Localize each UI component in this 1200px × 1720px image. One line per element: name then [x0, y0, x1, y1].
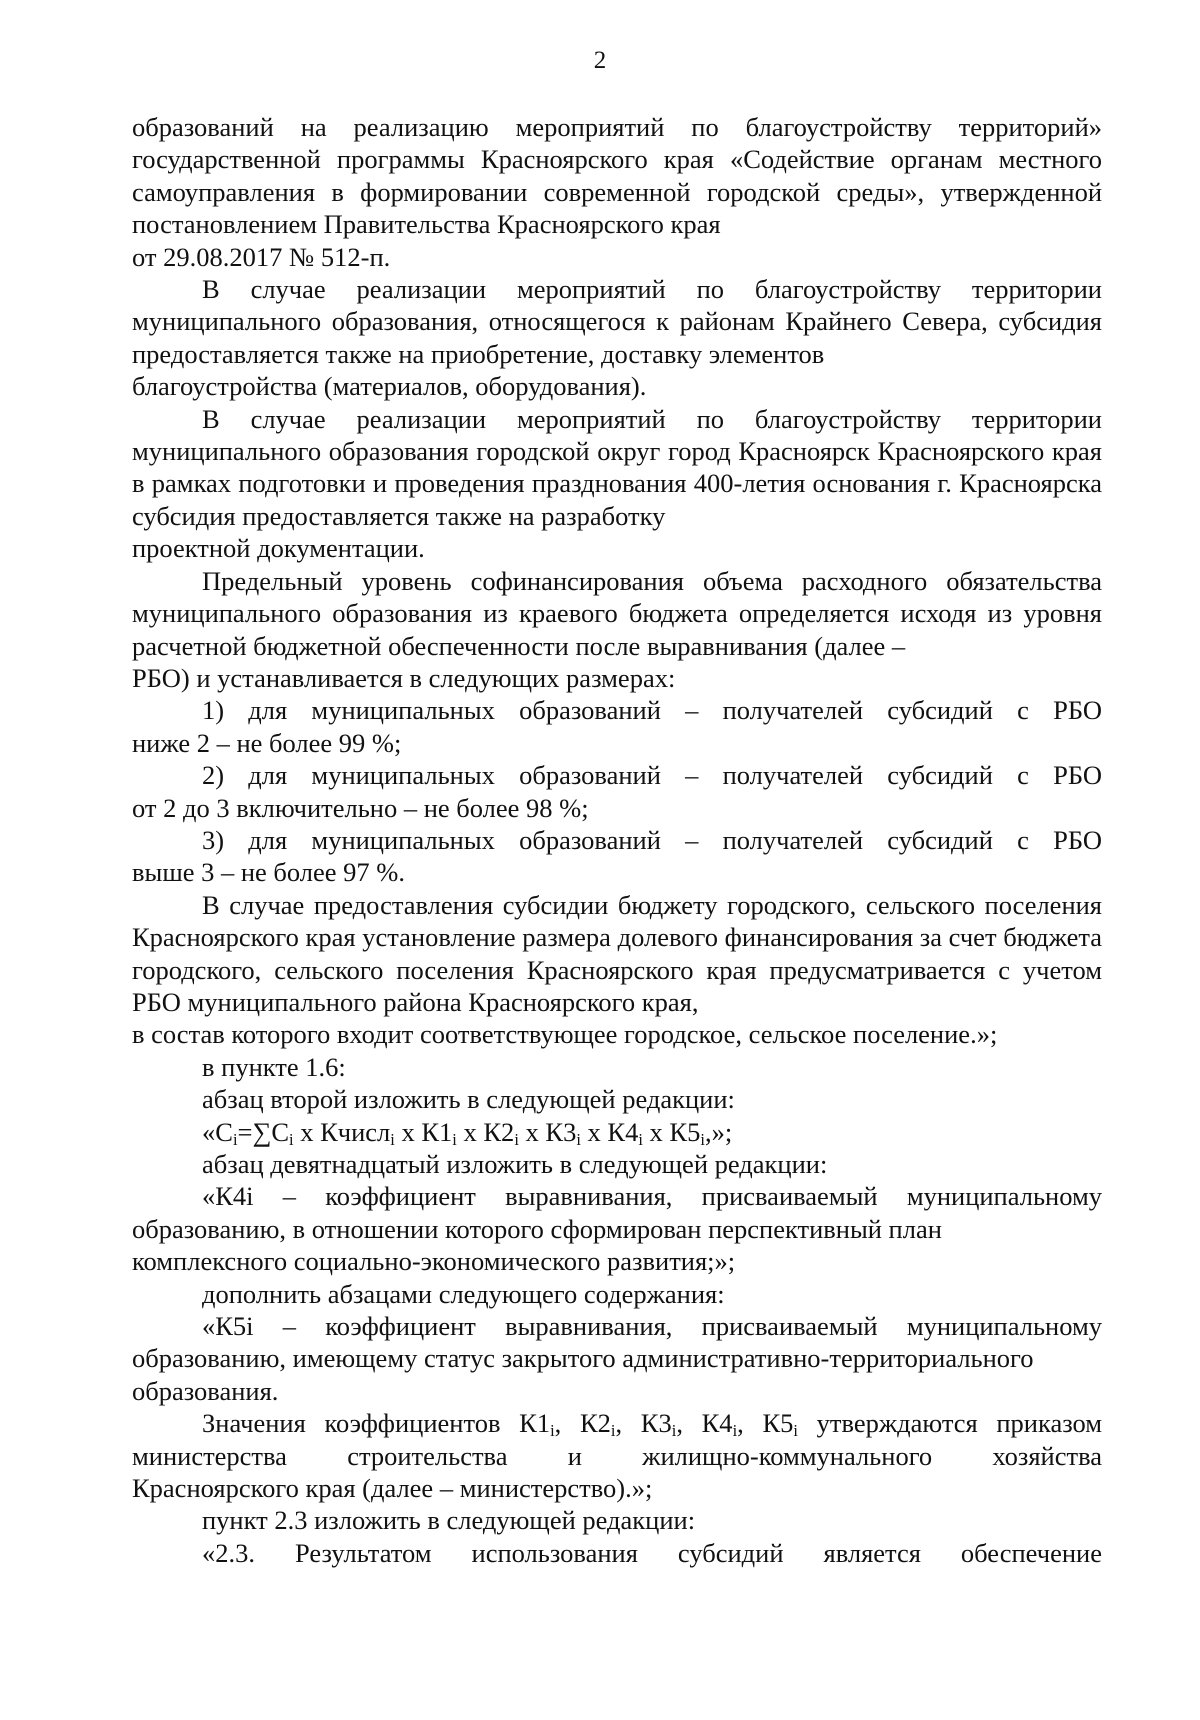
paragraph: «2.3. Результатом использования субсидий является обеспечение: [202, 1537, 1102, 1568]
paragraph: дополнить абзацами следующего содержания:: [202, 1278, 725, 1309]
formula-text: «$С_i=\sum С_i$ х Кчисл$_i$ х $К1_i$ х $К2_i$ х $К3_i$ х $К4_i$ х $К5_i$,»;: [202, 1116, 733, 1149]
list-item: 1) для муниципальных образований – получателей субсидий с РБО ниже 2 – не более 99 %;: [132, 695, 1102, 758]
formula: [132, 1116, 1102, 1148]
coefficients-paragraph: Значения коэффициентов $К1_i$, $К2_i$, $К3_i$, $К4_i$, $К5_i$ утверждаются приказом министерства строительства и жилищно-коммунального хозяйства Красноярского края (далее – министерство).»;: [132, 1408, 1103, 1504]
paragraph: образований на реализацию мероприятий по благоустройству территорий» государственной программы Красноярского края «Содействие органам местного самоуправления в формировании современной городской среды», утвержденной постановлением Правительства Красноярского края от 29.08.2017 № 512-п.: [132, 112, 1102, 272]
document-body: [132, 111, 1102, 1569]
paragraph: абзац второй изложить в следующей редакции:: [202, 1084, 735, 1115]
paragraph: в пункте 1.6:: [202, 1051, 346, 1082]
page-number: 2: [593, 47, 607, 74]
paragraph: В случае реализации мероприятий по благоустройству территории муниципального образования городской округ город Красноярск Красноярского края в рамках подготовки и проведения празднования 400-летия основания г. Красноярска субсидия предоставляется также на разработку проектной документации.: [132, 403, 1102, 564]
paragraph: В случае реализации мероприятий по благоустройству территории муниципального образования, относящегося к районам Крайнего Севера, субсидия предоставляется также на приобретение, доставку элементов благоустройства (материалов, оборудования).: [132, 274, 1102, 402]
list-item: 2) для муниципальных образований – получателей субсидий с РБО от 2 до 3 включительно – не более 98 %;: [132, 760, 1102, 823]
paragraph: В случае предоставления субсидии бюджету городского, сельского поселения Красноярского края установление размера долевого финансирования за счет бюджета городского, сельского поселения Красноярского края предусматривается с учетом РБО муниципального района Красноярского края, в состав которого входит соответствующее городское, сельское поселение.»;: [132, 889, 1102, 1050]
paragraph: абзац девятнадцатый изложить в следующей редакции:: [202, 1149, 828, 1179]
paragraph: Предельный уровень софинансирования объема расходного обязательства муниципального образования из краевого бюджета определяется исходя из уровня расчетной бюджетной обеспеченности после выравнивания (далее – РБО) и устанавливается в следующих размерах:: [132, 565, 1102, 693]
paragraph: пункт 2.3 изложить в следующей редакции:: [202, 1505, 696, 1536]
paragraph: «К5i – коэффициент выравнивания, присваиваемый муниципальному образованию, имеющему статус закрытого административно-территориального образования.: [132, 1311, 1102, 1406]
list-item: 3) для муниципальных образований – получателей субсидий с РБО выше 3 – не более 97 %.: [132, 824, 1102, 888]
paragraph: «К4i – коэффициент выравнивания, присваиваемый муниципальному образованию, в отношении которого сформирован перспективный план комплексного социально-экономического развития;»;: [132, 1181, 1102, 1277]
